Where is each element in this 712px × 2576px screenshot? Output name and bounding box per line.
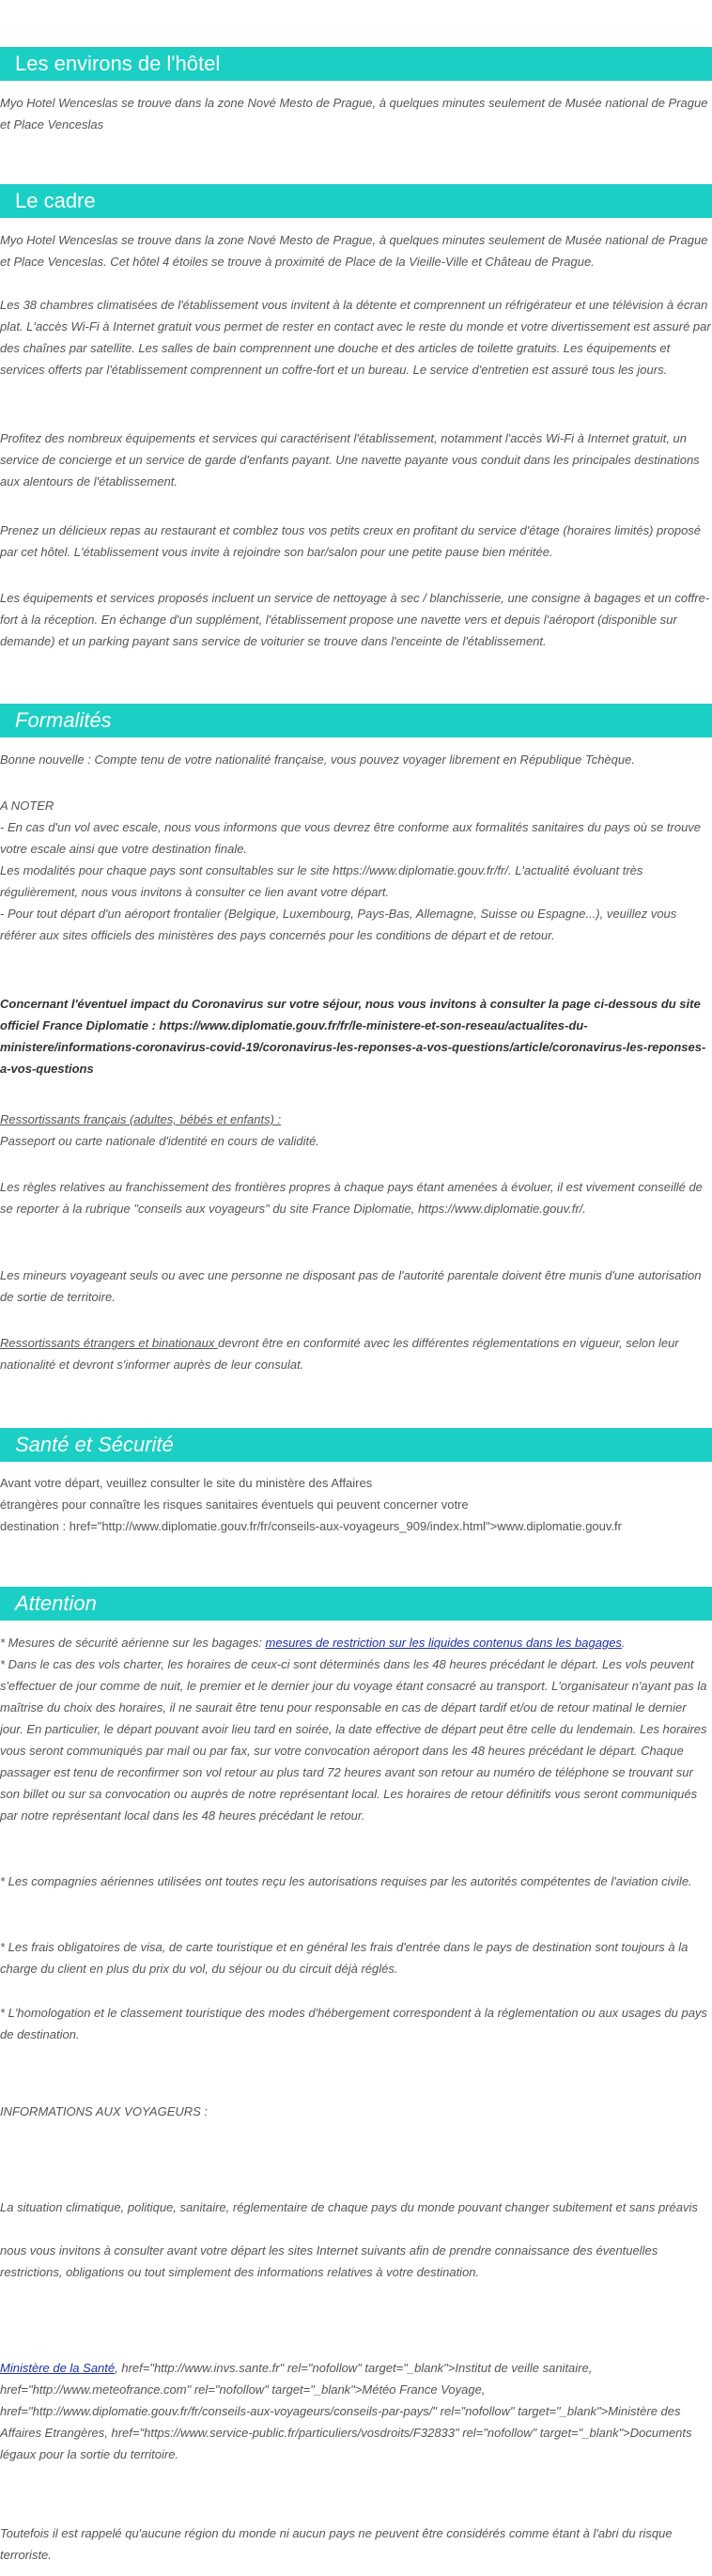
bagages-prefix: * Mesures de sécurité aérienne sur les bagages: xyxy=(0,1636,266,1650)
section-header-cadre: Le cadre xyxy=(0,184,712,218)
bagages-mesures xyxy=(0,1632,712,1653)
sante-line-3: destination : href="http://www.diplomatie.gouv.fr/fr/conseils-aux-voyageurs_909/index.html">www.diplomatie.gouv.fr xyxy=(0,1519,622,1533)
liquides-restriction-link[interactable]: mesures de restriction sur les liquides contenus dans les bagages xyxy=(265,1636,622,1650)
ressortissants-francais-text: Passeport ou carte nationale d'identité en cours de validité. xyxy=(0,1134,319,1148)
cadre-paragraph-1: Myo Hotel Wenceslas se trouve dans la zone Nové Mesto de Prague, à quelques minutes seulement de Musée national de Prague et Place Venceslas. Cet hôtel 4 étoiles se trouve à proximité de Place de la Vieille-Ville et Château de Prague. xyxy=(0,233,708,269)
regles-frontieres: Les règles relatives au franchissement des frontières propres à chaque pays étant amenées à évoluer, il est vivement conseillé de se reporter à la rubrique "conseils aux voyageurs" du site France Diplomatie, https://www.diplomatie.gouv.fr/. xyxy=(0,1180,703,1216)
informations-voyageurs-title: INFORMATIONS AUX VOYAGEURS : xyxy=(0,2104,209,2118)
cadre-paragraph-2: Les 38 chambres climatisées de l'établissement vous invitent à la détente et comprennent un réfrigérateur et une télévision à écran plat. L'accès Wi-Fi à Internet gratuit vous permet de rester en contact avec le reste du monde et votre divertissement est assuré par des chaînes par satellite. Les salles de bain comprennent une douche et des articles de toilette gratuits. Les équipements et services offerts par l'établissement comprennent un coffre-fort et un bureau. Le service d'entretien est assuré tous les jours. xyxy=(0,298,711,377)
situation-text-2: nous vous invitons à consulter avant votre départ les sites Internet suivants afin de prendre connaissance des éventuelles restrictions, obligations ou tout simplement des informations relatives à votre destination. xyxy=(0,2243,658,2279)
ministere-sante-link[interactable]: Ministère de la Santé xyxy=(0,2361,116,2375)
section-header-formalites: Formalités xyxy=(0,704,712,737)
terrorisme-text: Toutefois il est rappelé qu'aucune région du monde ni aucun pays ne peuvent être considérés comme étant à l'abri du risque terroriste. xyxy=(0,2526,673,2562)
ressortissants-etrangers xyxy=(0,1332,712,1375)
section-header-attention: Attention xyxy=(0,1587,712,1621)
frais-text: * Les frais obligatoires de visa, de carte touristique et en général les frais d'entrée dans le pays de destination sont toujours à la charge du client en plus du prix du vol, du séjour ou du circuit déjà réglés. xyxy=(0,1940,689,1976)
liens-officiels-text: , href="http://www.invs.sante.fr" rel="nofollow" target="_blank">Institut de veille sanitaire, href="http://www.meteofrance.com" rel="nofollow" target="_blank">Météo France Voyage, href="http://www.diplomatie.gouv.fr/fr/conseils-aux-voyageurs/conseils-par-pays/" rel="nofollow" target="_blank">Ministère des Affaires Etrangères, href="https://www.service-public.fr/particuliers/vosdroits/F32833" rel="nofollow" target="_blank">Documents légaux pour la sortie du territoire. xyxy=(0,2361,692,2461)
formalites-intro: Bonne nouvelle : Compte tenu de votre nationalité française, vous pouvez voyager librement en République Tchèque. xyxy=(0,753,635,767)
a-noter-label: A NOTER xyxy=(0,799,54,813)
note-modalites: Les modalités pour chaque pays sont consultables sur le site https://www.diplomatie.gouv.fr/fr/. L'actualité évoluant très régulièrement, nous vous invitons à consulter ce lien avant votre départ. xyxy=(0,863,643,899)
cadre-paragraph-5: Les équipements et services proposés incluent un service de nettoyage à sec / blanchisserie, une consigne à bagages et un coffre-fort à la réception. En échange d'un supplément, l'établissement propose une navette vers et depuis l'aéroport (disponible sur demande) et un parking payant sans service de voiturier se trouve dans l'enceinte de l'établissement. xyxy=(0,591,710,648)
note-aeroport-frontalier: - Pour tout départ d'un aéroport frontalier (Belgique, Luxembourg, Pays-Bas, Allemagne, Suisse ou Espagne...), veuillez vous référer aux sites officiels des ministères des pays concernés pour les conditions de départ et de retour. xyxy=(0,907,677,942)
cadre-paragraph-4: Prenez un délicieux repas au restaurant et comblez tous vos petits creux en profitant du service d'étage (horaires limités) proposé par cet hôtel. L'établissement vous invite à rejoindre son bar/salon pour une petite pause bien méritée. xyxy=(0,523,702,559)
note-escale: - En cas d'un vol avec escale, nous vous informons que vous devrez être conforme aux formalités sanitaires du pays où se trouve votre escale ainsi que votre destination finale. xyxy=(0,820,702,856)
homologation-text: * L'homologation et le classement touristique des modes d'hébergement correspondent à la réglementation ou aux usages du pays de destination. xyxy=(0,2006,707,2041)
compagnies-text: * Les compagnies aériennes utilisées ont toutes reçu les autorisations requises par les autorités compétentes de l'aviation civile. xyxy=(0,1874,692,1888)
ressortissants-etrangers-title: Ressortissants étrangers et binationaux xyxy=(0,1336,218,1350)
sante-line-2: étrangères pour connaître les risques sanitaires éventuels qui peuvent concerner votre xyxy=(0,1497,469,1512)
sante-line-1: Avant votre départ, veuillez consulter le site du ministère des Affaires xyxy=(0,1476,373,1490)
bagages-suffix: . xyxy=(621,1636,626,1650)
section-header-sante: Santé et Sécurité xyxy=(0,1428,712,1462)
vols-charter-text: * Dans le cas des vols charter, les horaires de ceux-ci sont déterminés dans les 48 heures précédant le départ. Les vols peuvent s'effectuer de jour comme de nuit, le premier et le dernier jour du voyage étant consacré au transport. L'organisateur n'ayant pas la maîtrise du choix des horaires, il ne saurait être tenu pour responsable en cas de départ tardif et/ou de retour matinal le dernier jour. En particulier, le départ pouvant avoir lieu tard en soirée, la date effective de départ peut être celle du lendemain. Les horaires vous seront communiqués par mail ou par fax, sur votre convocation aéroport dans les 48 heures précédant le départ. Chaque passager est tenu de reconfirmer son vol retour au plus tard 72 heures avant son retour au numéro de téléphone se trouvant sur son billet ou sur sa convocation ou auprès de notre représentant local. Les horaires de retour définitifs vous seront communiqués par notre représentant local dans les 48 heures précédant le retour. xyxy=(0,1657,707,1823)
coronavirus-notice: Concernant l'éventuel impact du Coronavirus sur votre séjour, nous vous invitons à consulter la page ci-dessous du site officiel France Diplomatie : https://www.diplomatie.gouv.fr/fr/le-ministere-et-son-reseau/actualites-du-ministere/informations-coronavirus-covid-19/coronavirus-les-reponses-a-vos-questions/article/coronavirus-les-reponses-a-vos-questions xyxy=(0,997,706,1076)
liens-officiels xyxy=(0,2357,712,2465)
ressortissants-francais-title: Ressortissants français (adultes, bébés et enfants) : xyxy=(0,1112,282,1126)
mineurs-text: Les mineurs voyageant seuls ou avec une personne ne disposant pas de l'autorité parentale doivent être munis d'une autorisation de sortie de territoire. xyxy=(0,1268,702,1304)
situation-text-1: La situation climatique, politique, sanitaire, réglementaire de chaque pays du monde pouvant changer subitement et sans préavis xyxy=(0,2200,698,2214)
ressortissants-etrangers-text: devront être en conformité avec les différentes réglementations en vigueur, selon leur nationalité et devront s'informer auprès de leur consulat. xyxy=(0,1336,679,1372)
section-header-environs: Les environs de l'hôtel xyxy=(0,47,712,81)
cadre-paragraph-3: Profitez des nombreux équipements et services qui caractérisent l'établissement, notamment l'accès Wi-Fi à Internet gratuit, un service de concierge et un service de garde d'enfants payant. Une navette payante vous conduit dans les principales destinations aux alentours de l'établissement. xyxy=(0,431,700,489)
environs-text: Myo Hotel Wenceslas se trouve dans la zone Nové Mesto de Prague, à quelques minutes seulement de Musée national de Prague et Place Venceslas xyxy=(0,96,708,132)
